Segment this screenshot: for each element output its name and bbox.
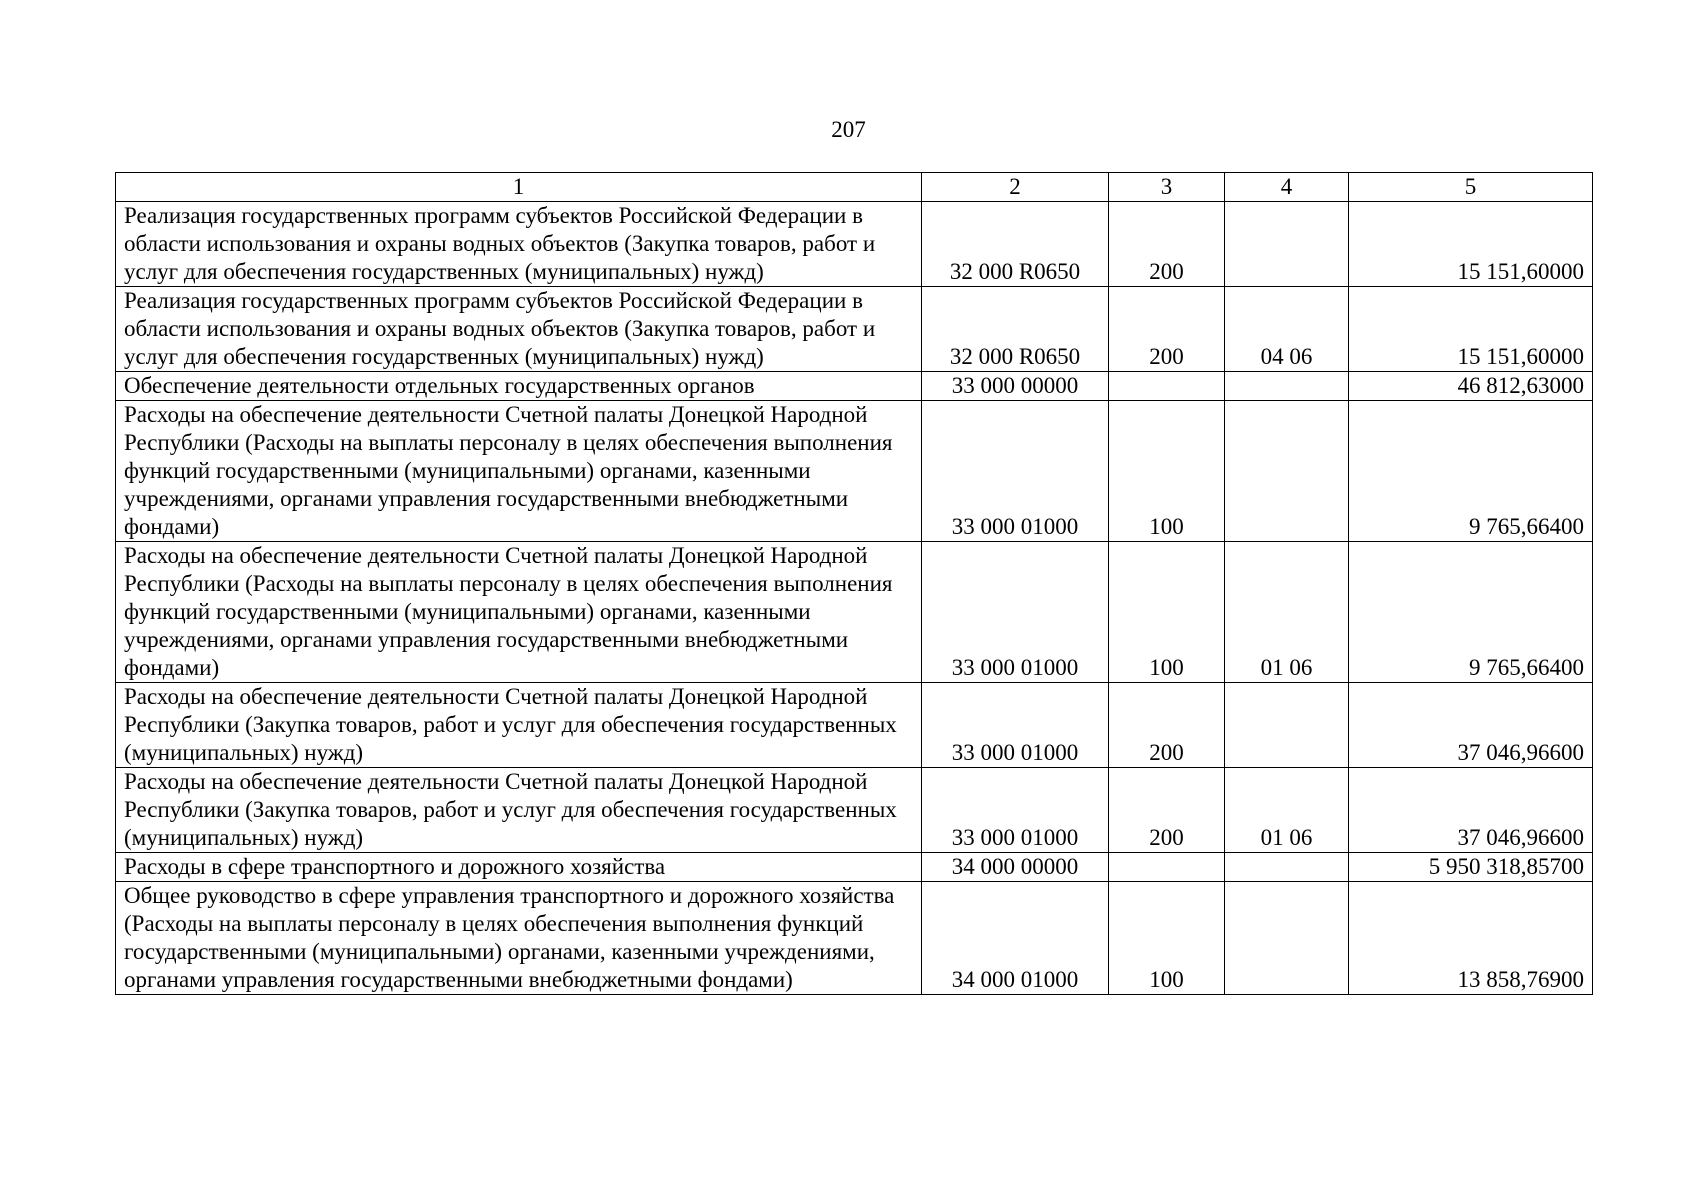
- section-cell: [1225, 372, 1349, 401]
- expense-name-cell: Реализация государственных программ субъектов Российской Федерации в области использования и охраны водных объектов (Закупка товаров, работ и услуг для обеспечения государственных (муниципальных) нужд): [116, 287, 922, 372]
- target-code-cell: 33 000 01000: [922, 683, 1109, 768]
- target-code-cell: 32 000 R0650: [922, 202, 1109, 287]
- section-cell: 04 06: [1225, 287, 1349, 372]
- amount-cell: 9 765,66400: [1349, 542, 1593, 683]
- table-row: [116, 683, 1593, 768]
- target-code-cell: 34 000 00000: [922, 853, 1109, 882]
- expense-name-cell: Общее руководство в сфере управления транспортного и дорожного хозяйства (Расходы на выплаты персоналу в целях обеспечения выполнения функций государственными (муниципальными) органами, казенными учреждениями, органами управления государственными внебюджетными фондами): [116, 882, 922, 995]
- expense-type-cell: 100: [1109, 542, 1225, 683]
- expense-type-cell: [1109, 853, 1225, 882]
- expense-name-cell: Расходы в сфере транспортного и дорожного хозяйства: [116, 853, 922, 882]
- column-header: 1: [116, 173, 922, 202]
- column-header: 2: [922, 173, 1109, 202]
- table-header-row: [116, 173, 1593, 202]
- table-row: [116, 202, 1593, 287]
- budget-table: [115, 172, 1593, 995]
- table-row: [116, 882, 1593, 995]
- expense-name-cell: Обеспечение деятельности отдельных государственных органов: [116, 372, 922, 401]
- section-cell: [1225, 202, 1349, 287]
- expense-type-cell: 200: [1109, 683, 1225, 768]
- expense-name-cell: Реализация государственных программ субъектов Российской Федерации в области использования и охраны водных объектов (Закупка товаров, работ и услуг для обеспечения государственных (муниципальных) нужд): [116, 202, 922, 287]
- amount-cell: 37 046,96600: [1349, 768, 1593, 853]
- amount-cell: 46 812,63000: [1349, 372, 1593, 401]
- table-row: [116, 401, 1593, 542]
- column-header: 3: [1109, 173, 1225, 202]
- column-header: 5: [1349, 173, 1593, 202]
- amount-cell: 15 151,60000: [1349, 287, 1593, 372]
- target-code-cell: 32 000 R0650: [922, 287, 1109, 372]
- section-cell: 01 06: [1225, 542, 1349, 683]
- amount-cell: 5 950 318,85700: [1349, 853, 1593, 882]
- amount-cell: 9 765,66400: [1349, 401, 1593, 542]
- target-code-cell: 33 000 01000: [922, 401, 1109, 542]
- section-cell: [1225, 683, 1349, 768]
- expense-name-cell: Расходы на обеспечение деятельности Счетной палаты Донецкой Народной Республики (Расходы на выплаты персоналу в целях обеспечения выполнения функций государственными (муниципальными) органами, казенными учреждениями, органами управления государственными внебюджетными фондами): [116, 401, 922, 542]
- target-code-cell: 33 000 01000: [922, 542, 1109, 683]
- table-row: [116, 372, 1593, 401]
- section-cell: [1225, 882, 1349, 995]
- expense-type-cell: 200: [1109, 202, 1225, 287]
- expense-name-cell: Расходы на обеспечение деятельности Счетной палаты Донецкой Народной Республики (Закупка товаров, работ и услуг для обеспечения государственных (муниципальных) нужд): [116, 683, 922, 768]
- expense-type-cell: 100: [1109, 401, 1225, 542]
- amount-cell: 13 858,76900: [1349, 882, 1593, 995]
- expense-name-cell: Расходы на обеспечение деятельности Счетной палаты Донецкой Народной Республики (Расходы на выплаты персоналу в целях обеспечения выполнения функций государственными (муниципальными) органами, казенными учреждениями, органами управления государственными внебюджетными фондами): [116, 542, 922, 683]
- table-row: [116, 287, 1593, 372]
- expense-type-cell: [1109, 372, 1225, 401]
- section-cell: [1225, 853, 1349, 882]
- section-cell: 01 06: [1225, 768, 1349, 853]
- amount-cell: 15 151,60000: [1349, 202, 1593, 287]
- table-row: [116, 853, 1593, 882]
- section-cell: [1225, 401, 1349, 542]
- expense-type-cell: 200: [1109, 287, 1225, 372]
- table-row: [116, 768, 1593, 853]
- page-number: 207: [831, 117, 866, 142]
- expense-type-cell: 100: [1109, 882, 1225, 995]
- target-code-cell: 33 000 00000: [922, 372, 1109, 401]
- amount-cell: 37 046,96600: [1349, 683, 1593, 768]
- target-code-cell: 34 000 01000: [922, 882, 1109, 995]
- table-row: [116, 542, 1593, 683]
- target-code-cell: 33 000 01000: [922, 768, 1109, 853]
- expense-name-cell: Расходы на обеспечение деятельности Счетной палаты Донецкой Народной Республики (Закупка товаров, работ и услуг для обеспечения государственных (муниципальных) нужд): [116, 768, 922, 853]
- column-header: 4: [1225, 173, 1349, 202]
- expense-type-cell: 200: [1109, 768, 1225, 853]
